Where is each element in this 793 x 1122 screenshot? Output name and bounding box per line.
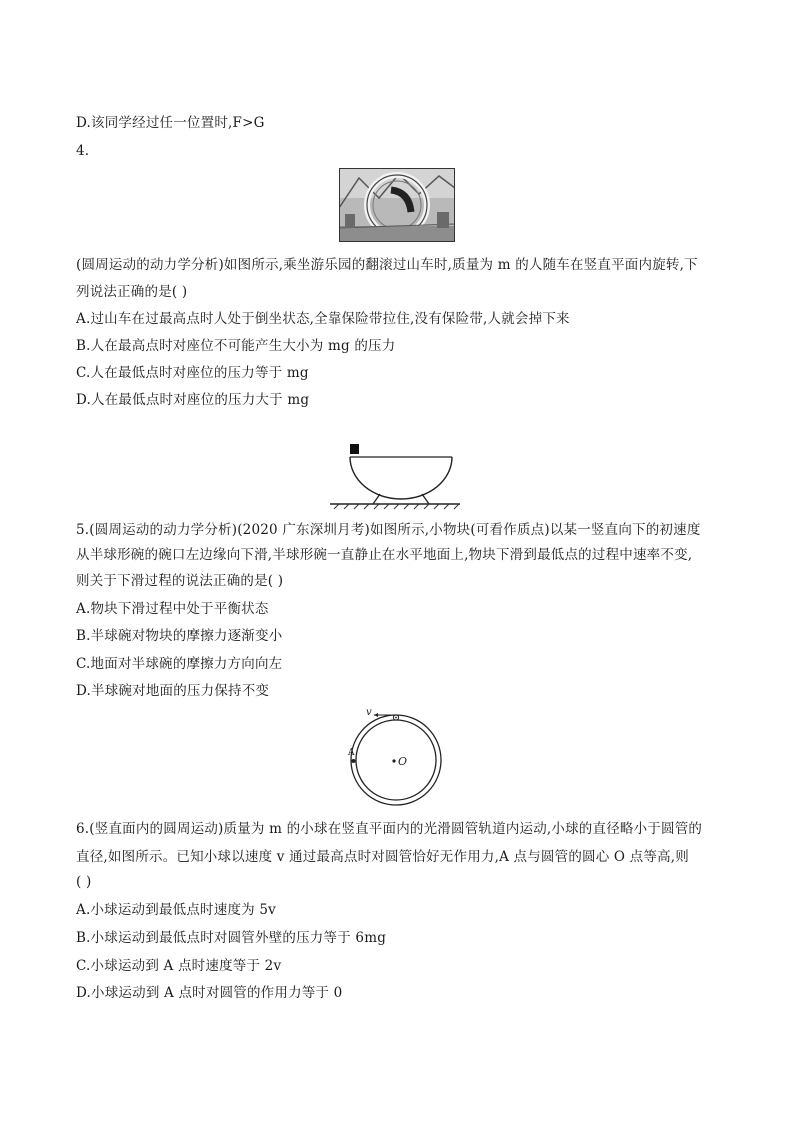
q4-number: 4.	[76, 143, 90, 159]
q5-option-c: C.地面对半球碗的摩擦力方向向左	[76, 656, 283, 672]
center-o-label: O	[398, 755, 408, 768]
q6-option-b: B.小球运动到最低点时对圆管外壁的压力等于 6mg	[76, 930, 387, 946]
q6-stem-line3: ( )	[76, 874, 92, 890]
q6-option-a: A.小球运动到最低点时速度为 5v	[76, 902, 276, 918]
q5-stem-line1: 5.(圆周运动的动力学分析)(2020 广东深圳月考)如图所示,小物块(可看作质点)以某一竖直向下的初速度	[76, 522, 701, 538]
point-a-label: A	[348, 748, 355, 758]
q4-option-a: A.过山车在过最高点时人处于倒坐状态,全靠保险带拉住,没有保险带,人就会掉下来	[76, 311, 570, 327]
q6-stem-line1: 6.(竖直面内的圆周运动)质量为 m 的小球在竖直平面内的光滑圆管轨道内运动,小球的直径略小于圆管的	[76, 821, 703, 837]
q4-stem-line2: 列说法正确的是( )	[76, 284, 188, 300]
q4-option-c: C.人在最低点时对座位的压力等于 mg	[76, 365, 309, 381]
q4-option-d: D.人在最低点时对座位的压力大于 mg	[76, 392, 310, 408]
hemisphere-bowl-figure	[326, 440, 466, 510]
q5-option-b: B.半球碗对物块的摩擦力逐渐变小	[76, 628, 283, 644]
q3-option-d: D.该同学经过任一位置时,F>G	[76, 115, 265, 131]
roller-coaster-photo	[339, 168, 455, 242]
q5-option-a: A.物块下滑过程中处于平衡状态	[76, 601, 269, 617]
q6-option-d: D.小球运动到 A 点时对圆管的作用力等于 0	[76, 985, 343, 1001]
velocity-label: v	[366, 707, 372, 718]
q6-stem-line2: 直径,如图所示。已知小球以速度 v 通过最高点时对圆管恰好无作用力,A 点与圆管的圆心 O 点等高,则	[76, 849, 689, 865]
q5-stem-line3: 则关于下滑过程的说法正确的是( )	[76, 573, 284, 589]
q5-option-d: D.半球碗对地面的压力保持不变	[76, 683, 270, 699]
q4-stem-line1: (圆周运动的动力学分析)如图所示,乘坐游乐园的翻滚过山车时,质量为 m 的人随车在竖直平面内旋转,下	[76, 257, 698, 273]
q6-option-c: C.小球运动到 A 点时速度等于 2v	[76, 958, 282, 974]
circular-tube-figure	[344, 704, 448, 810]
q4-option-b: B.人在最高点时对座位不可能产生大小为 mg 的压力	[76, 338, 396, 354]
q5-stem-line2: 从半球形碗的碗口左边缘向下滑,半球形碗一直静止在水平地面上,物块下滑到最低点的过程中速率不变,	[76, 547, 693, 563]
